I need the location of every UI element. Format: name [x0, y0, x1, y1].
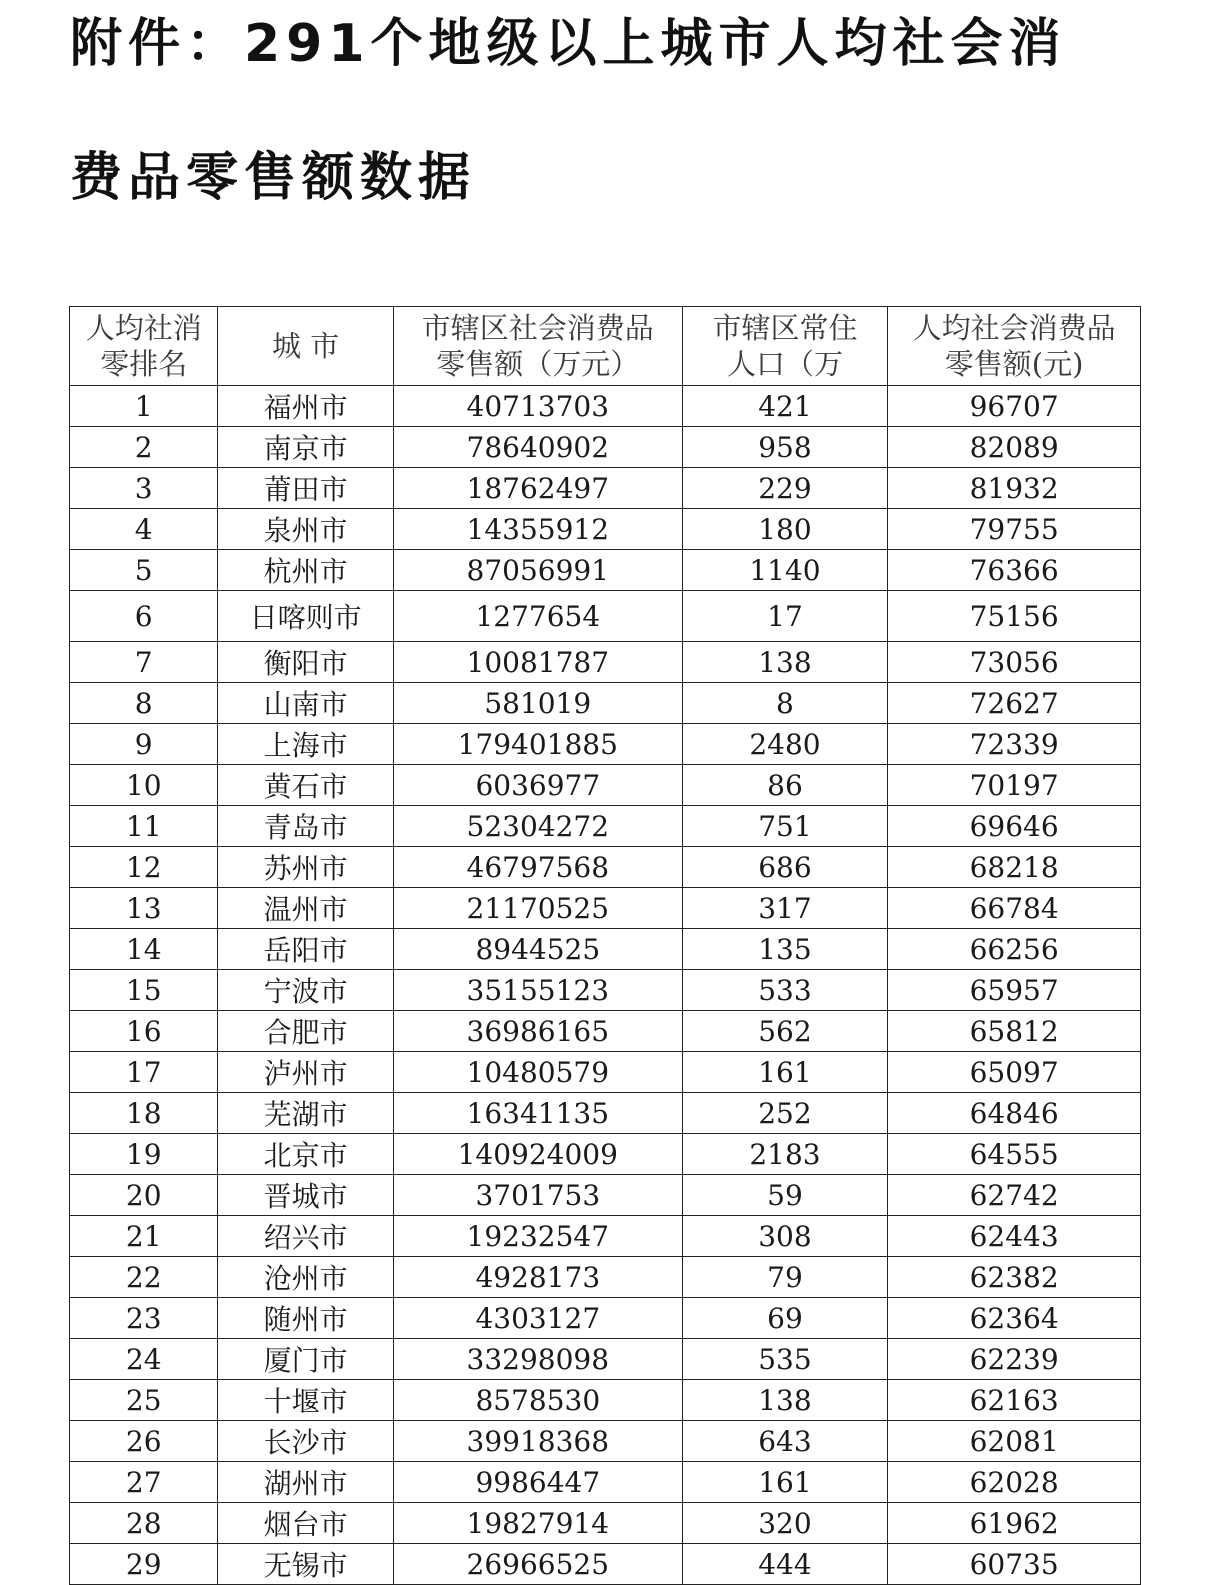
city-cell: 南京市	[218, 427, 393, 468]
city-cell: 上海市	[218, 724, 393, 765]
per-capita-cell: 81932	[888, 468, 1141, 509]
per-capita-cell: 65957	[888, 970, 1141, 1011]
per-capita-cell: 62081	[888, 1421, 1141, 1462]
document-title-line-1: 附件：291个地级以上城市人均社会消	[70, 14, 1067, 74]
header-city: 城 市	[218, 307, 393, 386]
population-cell: 1140	[682, 550, 888, 591]
rank-cell: 27	[70, 1462, 218, 1503]
table-row	[70, 468, 1141, 509]
population-cell: 161	[682, 1052, 888, 1093]
city-cell: 芜湖市	[218, 1093, 393, 1134]
city-cell: 泉州市	[218, 509, 393, 550]
city-cell: 烟台市	[218, 1503, 393, 1544]
per-capita-cell: 62382	[888, 1257, 1141, 1298]
city-cell: 合肥市	[218, 1011, 393, 1052]
retail-sales-cell: 35155123	[393, 970, 682, 1011]
table-row	[70, 970, 1141, 1011]
city-cell: 杭州市	[218, 550, 393, 591]
per-capita-cell: 61962	[888, 1503, 1141, 1544]
per-capita-cell: 65812	[888, 1011, 1141, 1052]
city-cell: 十堰市	[218, 1380, 393, 1421]
retail-sales-cell: 16341135	[393, 1093, 682, 1134]
retail-sales-cell: 179401885	[393, 724, 682, 765]
table-row	[70, 1462, 1141, 1503]
per-capita-cell: 82089	[888, 427, 1141, 468]
per-capita-cell: 76366	[888, 550, 1141, 591]
retail-sales-cell: 1277654	[393, 591, 682, 642]
population-cell: 958	[682, 427, 888, 468]
retail-sales-cell: 19827914	[393, 1503, 682, 1544]
table-row	[70, 1380, 1141, 1421]
table-row	[70, 386, 1141, 427]
per-capita-cell: 66784	[888, 888, 1141, 929]
per-capita-cell: 62742	[888, 1175, 1141, 1216]
table-row	[70, 1216, 1141, 1257]
per-capita-cell: 62163	[888, 1380, 1141, 1421]
header-per-capita-sales: 人均社会消费品 零售额(元)	[888, 307, 1141, 386]
per-capita-cell: 70197	[888, 765, 1141, 806]
city-cell: 湖州市	[218, 1462, 393, 1503]
rank-cell: 14	[70, 929, 218, 970]
table-row	[70, 1544, 1141, 1585]
population-cell: 533	[682, 970, 888, 1011]
per-capita-cell: 62239	[888, 1339, 1141, 1380]
table-row	[70, 724, 1141, 765]
table-body	[70, 386, 1141, 1585]
retail-sales-cell: 39918368	[393, 1421, 682, 1462]
rank-cell: 21	[70, 1216, 218, 1257]
header-retail-sales: 市辖区社会消费品 零售额（万元）	[393, 307, 682, 386]
city-cell: 长沙市	[218, 1421, 393, 1462]
population-cell: 444	[682, 1544, 888, 1585]
retail-sales-cell: 10081787	[393, 642, 682, 683]
per-capita-cell: 72627	[888, 683, 1141, 724]
per-capita-cell: 69646	[888, 806, 1141, 847]
population-cell: 138	[682, 642, 888, 683]
population-cell: 686	[682, 847, 888, 888]
retail-sales-cell: 9986447	[393, 1462, 682, 1503]
retail-sales-cell: 36986165	[393, 1011, 682, 1052]
city-retail-sales-table	[69, 306, 1141, 1585]
rank-cell: 1	[70, 386, 218, 427]
city-cell: 泸州市	[218, 1052, 393, 1093]
city-cell: 温州市	[218, 888, 393, 929]
population-cell: 8	[682, 683, 888, 724]
retail-sales-cell: 4928173	[393, 1257, 682, 1298]
table-row	[70, 929, 1141, 970]
table-row	[70, 806, 1141, 847]
rank-cell: 24	[70, 1339, 218, 1380]
retail-sales-cell: 3701753	[393, 1175, 682, 1216]
header-rank: 人均社消 零排名	[70, 307, 218, 386]
population-cell: 79	[682, 1257, 888, 1298]
table-row	[70, 1052, 1141, 1093]
rank-cell: 10	[70, 765, 218, 806]
rank-cell: 16	[70, 1011, 218, 1052]
rank-cell: 29	[70, 1544, 218, 1585]
rank-cell: 5	[70, 550, 218, 591]
table-row	[70, 765, 1141, 806]
rank-cell: 9	[70, 724, 218, 765]
rank-cell: 17	[70, 1052, 218, 1093]
population-cell: 161	[682, 1462, 888, 1503]
city-cell: 青岛市	[218, 806, 393, 847]
population-cell: 643	[682, 1421, 888, 1462]
table-header-row	[70, 307, 1141, 386]
per-capita-cell: 62364	[888, 1298, 1141, 1339]
document-title-line-2: 费品零售额数据	[70, 148, 477, 208]
table-row	[70, 1298, 1141, 1339]
city-cell: 随州市	[218, 1298, 393, 1339]
city-cell: 厦门市	[218, 1339, 393, 1380]
rank-cell: 8	[70, 683, 218, 724]
population-cell: 2480	[682, 724, 888, 765]
population-cell: 138	[682, 1380, 888, 1421]
retail-sales-cell: 26966525	[393, 1544, 682, 1585]
population-cell: 59	[682, 1175, 888, 1216]
retail-sales-cell: 33298098	[393, 1339, 682, 1380]
population-cell: 562	[682, 1011, 888, 1052]
retail-sales-cell: 19232547	[393, 1216, 682, 1257]
city-cell: 山南市	[218, 683, 393, 724]
retail-sales-cell: 10480579	[393, 1052, 682, 1093]
retail-sales-cell: 46797568	[393, 847, 682, 888]
table-row	[70, 1421, 1141, 1462]
table-row	[70, 1134, 1141, 1175]
per-capita-cell: 65097	[888, 1052, 1141, 1093]
retail-sales-cell: 52304272	[393, 806, 682, 847]
retail-sales-cell: 8578530	[393, 1380, 682, 1421]
city-cell: 岳阳市	[218, 929, 393, 970]
retail-sales-cell: 18762497	[393, 468, 682, 509]
retail-sales-cell: 40713703	[393, 386, 682, 427]
rank-cell: 23	[70, 1298, 218, 1339]
table-row	[70, 683, 1141, 724]
city-cell: 衡阳市	[218, 642, 393, 683]
rank-cell: 15	[70, 970, 218, 1011]
retail-sales-cell: 21170525	[393, 888, 682, 929]
retail-sales-cell: 6036977	[393, 765, 682, 806]
rank-cell: 28	[70, 1503, 218, 1544]
city-cell: 日喀则市	[218, 591, 393, 642]
retail-sales-cell: 140924009	[393, 1134, 682, 1175]
city-cell: 晋城市	[218, 1175, 393, 1216]
rank-cell: 11	[70, 806, 218, 847]
rank-cell: 19	[70, 1134, 218, 1175]
table-row	[70, 642, 1141, 683]
population-cell: 135	[682, 929, 888, 970]
population-cell: 317	[682, 888, 888, 929]
retail-sales-cell: 4303127	[393, 1298, 682, 1339]
per-capita-cell: 68218	[888, 847, 1141, 888]
rank-cell: 2	[70, 427, 218, 468]
population-cell: 252	[682, 1093, 888, 1134]
retail-sales-cell: 87056991	[393, 550, 682, 591]
per-capita-cell: 64555	[888, 1134, 1141, 1175]
retail-sales-cell: 8944525	[393, 929, 682, 970]
table-row	[70, 1011, 1141, 1052]
city-cell: 苏州市	[218, 847, 393, 888]
retail-sales-cell: 581019	[393, 683, 682, 724]
table-row	[70, 888, 1141, 929]
per-capita-cell: 79755	[888, 509, 1141, 550]
per-capita-cell: 64846	[888, 1093, 1141, 1134]
table-row	[70, 550, 1141, 591]
population-cell: 308	[682, 1216, 888, 1257]
population-cell: 421	[682, 386, 888, 427]
city-cell: 福州市	[218, 386, 393, 427]
table-row	[70, 591, 1141, 642]
population-cell: 17	[682, 591, 888, 642]
per-capita-cell: 96707	[888, 386, 1141, 427]
rank-cell: 26	[70, 1421, 218, 1462]
table-row	[70, 427, 1141, 468]
rank-cell: 4	[70, 509, 218, 550]
retail-sales-cell: 78640902	[393, 427, 682, 468]
table-row	[70, 1503, 1141, 1544]
population-cell: 320	[682, 1503, 888, 1544]
city-cell: 宁波市	[218, 970, 393, 1011]
per-capita-cell: 60735	[888, 1544, 1141, 1585]
city-cell: 黄石市	[218, 765, 393, 806]
per-capita-cell: 62028	[888, 1462, 1141, 1503]
rank-cell: 22	[70, 1257, 218, 1298]
rank-cell: 20	[70, 1175, 218, 1216]
table-row	[70, 1093, 1141, 1134]
population-cell: 86	[682, 765, 888, 806]
per-capita-cell: 62443	[888, 1216, 1141, 1257]
per-capita-cell: 72339	[888, 724, 1141, 765]
city-cell: 沧州市	[218, 1257, 393, 1298]
city-cell: 莆田市	[218, 468, 393, 509]
population-cell: 69	[682, 1298, 888, 1339]
rank-cell: 12	[70, 847, 218, 888]
per-capita-cell: 66256	[888, 929, 1141, 970]
population-cell: 535	[682, 1339, 888, 1380]
rank-cell: 25	[70, 1380, 218, 1421]
rank-cell: 18	[70, 1093, 218, 1134]
table-row	[70, 847, 1141, 888]
rank-cell: 7	[70, 642, 218, 683]
rank-cell: 3	[70, 468, 218, 509]
table-row	[70, 1257, 1141, 1298]
population-cell: 751	[682, 806, 888, 847]
population-cell: 229	[682, 468, 888, 509]
header-population: 市辖区常住 人口（万	[682, 307, 888, 386]
table-row	[70, 1175, 1141, 1216]
per-capita-cell: 73056	[888, 642, 1141, 683]
city-cell: 北京市	[218, 1134, 393, 1175]
table-row	[70, 509, 1141, 550]
retail-sales-cell: 14355912	[393, 509, 682, 550]
population-cell: 2183	[682, 1134, 888, 1175]
city-cell: 无锡市	[218, 1544, 393, 1585]
rank-cell: 6	[70, 591, 218, 642]
city-cell: 绍兴市	[218, 1216, 393, 1257]
table-row	[70, 1339, 1141, 1380]
rank-cell: 13	[70, 888, 218, 929]
per-capita-cell: 75156	[888, 591, 1141, 642]
population-cell: 180	[682, 509, 888, 550]
